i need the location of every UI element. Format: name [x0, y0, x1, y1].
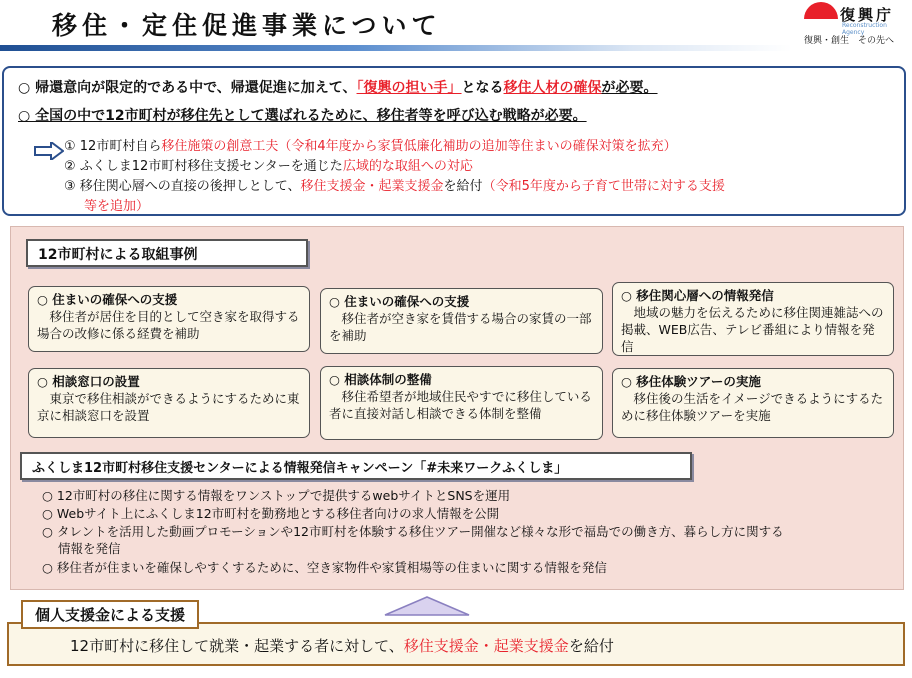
logo-english: Reconstruction Agency — [842, 22, 887, 36]
campaign-bullet: ○ Webサイト上にふくしま12市町村を勤務地とする移住者向けの求人情報を公開 — [42, 506, 500, 521]
campaign-bullet-cont: 情報を発信 — [58, 541, 121, 556]
case-card-5: ○ 相談体制の整備 移住希望者が地域住民やすでに移住している者に直接対話し相談できる体制を整備 — [320, 366, 603, 440]
campaign-title: ふくしま12市町村移住支援センターによる情報発信キャンペーン「#未来ワークふくしま」 — [20, 452, 692, 480]
rising-sun-icon — [804, 2, 838, 19]
case-card-4: ○ 相談窓口の設置 東京で移住相談ができるようにするために東京に相談窓口を設置 — [28, 368, 310, 438]
up-triangle-icon — [384, 596, 470, 616]
summary-point-1: ○ 帰還意向が限定的である中で、帰還促進に加えて、「復興の担い手」となる移住人材の確保が必要。 — [18, 80, 658, 96]
logo-name: 復興庁 — [840, 6, 895, 24]
header-rule — [0, 45, 792, 51]
campaign-bullet: ○ 12市町村の移住に関する情報をワンストップで提供するwebサイトとSNSを運用 — [42, 488, 511, 503]
logo-slogan: 復興・創生 その先へ — [804, 36, 895, 46]
case-card-1: ○ 住まいの確保への支援 移住者が居住を目的として空き家を取得する場合の改修に係る経費を補助 — [28, 286, 310, 352]
summary-point-2: ○ 全国の中で12市町村が移住先として選ばれるために、移住者等を呼び込む戦略が必要。 — [18, 108, 587, 124]
case-card-2: ○ 住まいの確保への支援 移住者が空き家を賃借する場合の家賃の一部を補助 — [320, 288, 603, 354]
strategy-item-3-cont: 等を追加） — [84, 199, 150, 214]
agency-logo — [800, 2, 908, 46]
examples-title: 12市町村による取組事例 — [26, 239, 308, 267]
strategy-item-2: ② ふくしま12市町村移住支援センターを通じた広域的な取組への対応 — [64, 159, 473, 174]
personal-support-text: 12市町村に移住して就業・起業する者に対して、移住支援金・起業支援金を給付 — [70, 637, 614, 655]
strategy-item-3: ③ 移住関心層への直接の後押しとして、移住支援金・起業支援金を給付（令和5年度から子育て世帯に対する支援 — [64, 179, 725, 194]
personal-support-title: 個人支援金による支援 — [21, 600, 199, 629]
right-arrow-icon — [34, 142, 64, 160]
page-title: 移住・定住促進事業について — [52, 11, 442, 40]
campaign-bullet: ○ タレントを活用した動画プロモーションや12市町村を体験する移住ツアー開催など様々な形で福島での働き方、暮らし方に関する — [42, 524, 784, 539]
strategy-item-1: ① 12市町村自ら移住施策の創意工夫（令和4年度から家賃低廉化補助の追加等住まいの確保対策を拡充） — [64, 139, 677, 154]
campaign-bullet: ○ 移住者が住まいを確保しやすくするために、空き家物件や家賃相場等の住まいに関する情報を発信 — [42, 560, 607, 575]
case-card-6: ○ 移住体験ツアーの実施 移住後の生活をイメージできるようにするために移住体験ツアーを実施 — [612, 368, 894, 438]
summary-box — [2, 66, 906, 216]
case-card-3: ○ 移住関心層への情報発信 地域の魅力を伝えるために移住関連雑誌への掲載、WEB広告、テレビ番組により情報を発信 — [612, 282, 894, 356]
